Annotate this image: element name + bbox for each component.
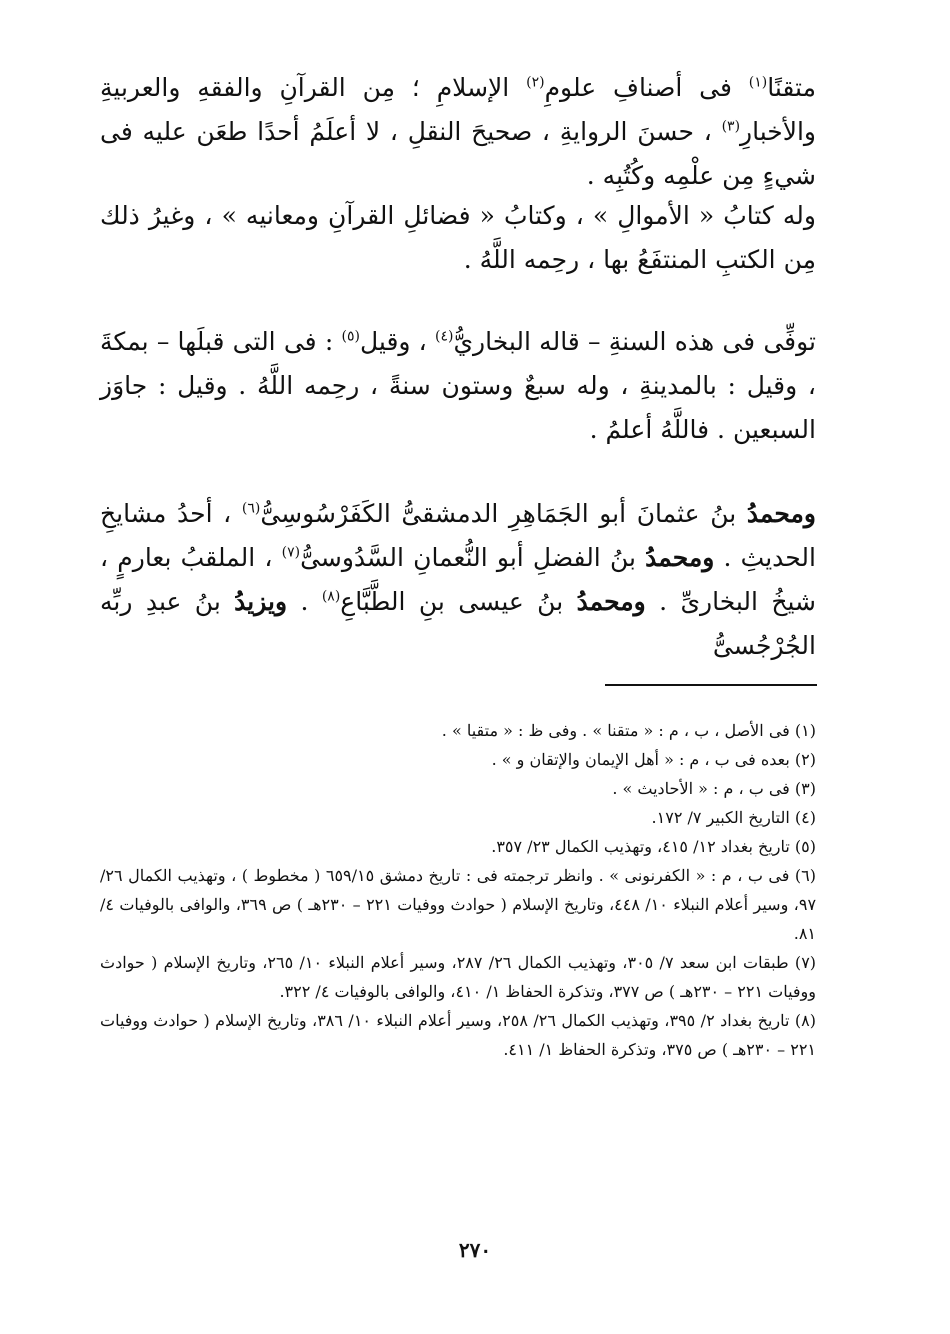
- p1-text-1: متقنًا: [767, 73, 816, 102]
- p4-text-3: بنُ الفضلِ أبو النُّعمانِ السَّدُوسىُّ: [300, 543, 646, 572]
- p3-text-3: : فى التى قبلَها – بمكةَ ، وقيل : بالمدينةِ ، وله سبعٌ وستون سنةً ، رحِمه اللَّهُ . وقيل : جاوَز السبعين . فاللَّهُ أعلمُ .: [100, 327, 816, 444]
- p2-text: وله كتابُ « الأموالِ » ، وكتابُ « فضائلِ القرآنِ ومعانيه » ، وغيرُ ذلك مِن الكتبِ المنتفَعُ بها ، رحِمه اللَّهُ .: [100, 201, 816, 274]
- footnote-7: (٧) طبقات ابن سعد ٧/ ٣٠٥، وتهذيب الكمال ٢٦/ ٢٨٧، وسير أعلام النبلاء ١٠/ ٢٦٥، وتاريخ الإسلام ( حوادث ووفيات ٢٢١ – ٢٣٠هـ ) ص ٣٧٧، وتذكرة الحفاظ ١/ ٤١٠، والوافى بالوفيات ٤/ ٣٢٢.: [100, 953, 817, 1001]
- footnote-ref-5: (٥): [341, 328, 360, 345]
- p4-text-5: بنُ عيسى بنِ الطَّبَّاعِ: [340, 587, 577, 616]
- footnote-ref-2: (٢): [526, 74, 545, 91]
- footnote-ref-6: (٦): [241, 500, 261, 517]
- footnote-ref-8: (٨): [321, 588, 341, 605]
- paragraph-1: [100, 66, 816, 198]
- p1-text-4: ، حسنَ الروايةِ ، صحيحَ النقلِ ، لا أعلَمُ أحدًا طعَن عليه فى شيءٍ مِن علْمِه وكُتُبِه .: [100, 117, 816, 190]
- paragraph-4: [100, 492, 816, 668]
- footnote-1: (١) فى الأصل ، ب ، م : « متقنا » . وفى ظ : « متقيا » .: [441, 721, 816, 740]
- p4-text-2: ، أحدُ مشايخِ الحديثِ .: [100, 499, 816, 572]
- paragraph-2: [100, 194, 816, 282]
- p4-name-4: ويزيدُ: [234, 587, 288, 616]
- p4-text-6: .: [287, 587, 322, 616]
- p4-text-1: بنُ عثمانَ أبو الجَمَاهِرِ الدمشقىُّ الكَفَرْسُوسِىُّ: [260, 499, 747, 528]
- p4-text-4: ، الملقبُ بعارمٍ ، شيخُ البخارىِّ .: [100, 543, 816, 616]
- p4-name-2: ومحمدُ: [645, 543, 715, 572]
- p3-text-1: توفِّى فى هذه السنةِ – قاله البخاريُّ: [453, 327, 817, 356]
- footnote-ref-7: (٧): [281, 544, 301, 561]
- footnote-ref-4: (٤): [434, 328, 454, 345]
- footnote-3: (٣) فى ب ، م : « الأحاديث » .: [612, 779, 816, 798]
- footnote-divider: [605, 684, 817, 686]
- page-number: ٢٧٠: [458, 1238, 492, 1262]
- footnote-ref-1: (١): [748, 74, 768, 91]
- footnote-4: (٤) التاريخ الكبير ٧/ ١٧٢.: [651, 808, 816, 827]
- paragraph-3: [100, 320, 816, 452]
- p4-text-7: بنُ عبدِ ربِّه الجُرْجُسىُّ: [100, 587, 816, 660]
- p4-name-3: ومحمدُ: [576, 587, 646, 616]
- footnote-ref-3: (٣): [721, 118, 741, 135]
- footnote-2: (٢) بعده فى ب ، م : « أهل الإيمان والإتقان و » .: [491, 750, 816, 769]
- p4-name-1: ومحمدُ: [746, 499, 816, 528]
- p3-text-2: ، وقيل: [359, 327, 435, 356]
- footnote-6: (٦) فى ب ، م : « الكفرنونى » . وانظر ترجمته فى : تاريخ دمشق ٦٥٩/١٥ ( مخطوط ) ، وتهذيب الكمال ٢٦/ ٩٧، وسير أعلام النبلاء ١٠/ ٤٤٨، وتاريخ الإسلام ( حوادث ووفيات ٢٢١ – ٢٣٠هـ ) ص ٣٦٩، والوافى بالوفيات ٤/ ٨١.: [100, 866, 817, 943]
- p1-text-2: فى أصنافِ علومِ: [544, 73, 749, 102]
- p1-text-3: الإسلامِ ؛ مِن القرآنِ والفقهِ والعربيةِ والأخبارِ: [100, 73, 816, 146]
- footnote-5: (٥) تاريخ بغداد ١٢/ ٤١٥، وتهذيب الكمال ٢٣/ ٣٥٧.: [491, 837, 816, 856]
- footnote-8: (٨) تاريخ بغداد ٢/ ٣٩٥، وتهذيب الكمال ٢٦/ ٢٥٨، وسير أعلام النبلاء ١٠/ ٣٨٦، وتاريخ الإسلام ( حوادث ووفيات ٢٢١ – ٢٣٠هـ ) ص ٣٧٥، وتذكرة الحفاظ ١/ ٤١١.: [100, 1011, 817, 1059]
- footnotes: [100, 716, 816, 1064]
